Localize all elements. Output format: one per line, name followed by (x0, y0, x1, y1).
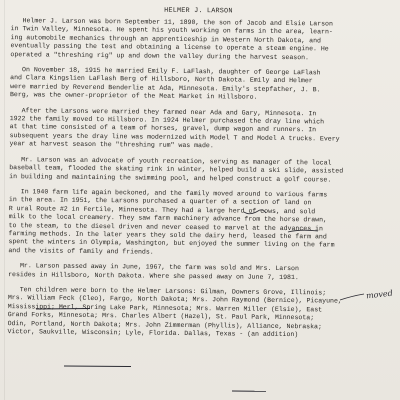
text-line: in Twin Valley, Minnesota. He spent his youth working on farms in the area, learn- (10, 25, 333, 36)
text-line: milk to the local creamery. They saw farm machinery advance from the horse drawn, (8, 213, 327, 224)
text-line: Mississippi; Merl, Spring Lake Park, Minnesota; Mrs. Warren Miller (Elsie), East (7, 302, 323, 314)
text-line: and Clara Kingslien LaFlash Berg of Hillsboro, North Dakota. Emily and Helmer (10, 74, 313, 85)
paragraph-death (8, 262, 383, 283)
document-title: HELMER J. LARSON (164, 6, 233, 16)
text-line: year at harvest season the "threshing rum" was made. (9, 140, 214, 150)
text-line: R ural Route #2 in Fertile, Minnesota. They had a large herd of cows, and sold (8, 204, 316, 216)
text-line: Victor, Saukville, Wisconsin; Lyle, Florida. Dallas, Texas - (an addition) (7, 328, 299, 339)
text-line: subsequent years the dray line was modernized with Model T and Model A trucks. Every (9, 131, 340, 143)
text-line: Mr. Larson was an advocate of youth recreation, serving as manager of the local (9, 155, 332, 167)
text-line: and the visits of family and friends. (8, 246, 154, 256)
text-line: After the Larsons were married they farmed near Ada and Gary, Minnesota. In (9, 106, 317, 117)
text-line: at that time consisted of a team of horses, gravel, dump wagon and runners. In (9, 123, 317, 134)
text-line: in the area. In 1951, the Larsons purchased a quarter of a section of land on (8, 196, 312, 207)
paragraph-early-life (10, 17, 385, 63)
text-line: spent the winters in Olympia, Washington, but enjoyed the summer living on the farm (8, 238, 335, 249)
paragraph-marriage (10, 66, 385, 104)
text-line: Odin, Portland, North Dakota; Mrs. John Zimmerman (Phyllis), Alliance, Nebraska; (7, 319, 322, 330)
paragraph-children (7, 286, 383, 340)
text-line: 1922 the family moved to Hillsboro. In 1924 Helmer purchased the dray line which (9, 115, 325, 126)
text-line: in building and maintaining the swimming pool, and helped construct a golf course. (9, 172, 332, 183)
text-line: Berg, was the owner-proprietor of the Meat Market in Hillsboro. (9, 91, 258, 101)
text-line: ing automobile mechanics through an apprenticeship in Western North Dakota, and (10, 33, 322, 45)
text-line: Ten children were born to the Helmer Larsons: Gilman, Downers Grove, Illinois; (7, 286, 327, 297)
text-line: On November 18, 1915 he married Emily F. LaFlash, daughter of George LaFlash (10, 66, 321, 77)
text-line: Mrs. William Feck (Cleo), Fargo, North Dakota; Mrs. John Raymond (Bernice), Picayune, (7, 294, 342, 305)
text-line: farming methods. In the later years they sold the dairy herd, leased the farm and (8, 230, 327, 241)
text-line: Mr. Larson passed away in June, 1967, the farm was sold and Mrs. Larson (8, 262, 299, 273)
text-line: resides in Hillsboro, North Dakota. Where she passed away on June 7, 1981. (8, 270, 299, 281)
text-line: Grand Forks, Minnesota; Mrs. Charles Albert (Hazel), St. Paul Park, Minnesota; (7, 311, 315, 322)
text-line: were married by Reverend Benderlie at Ada, Minnesota. Emily's stepfather, J. B. (10, 82, 321, 94)
text-line: In 1940 farm life again beckoned, and the family moved around to various farms (8, 188, 328, 199)
paragraph-recreation (9, 156, 384, 185)
text-line: to the steam, to the diesel driven and never ceased to marvel at the advances in (8, 221, 323, 232)
paragraph-dray-line (9, 107, 384, 153)
text-line: operated a "threshing rig" up and down the valley during the harvest season. (10, 50, 310, 61)
handwritten-moved: moved (365, 288, 394, 301)
paragraph-farm-life (8, 188, 384, 259)
text-line: eventually passing the test and obtaining a license to operate a steam engine. He (10, 42, 329, 53)
text-line: Helmer J. Larson was born September 11, 1890, the son of Jacob and Elsie Larson (10, 17, 333, 28)
text-line: baseball team, flooded the skating rink in winter, helped build a ski slide, assisted (9, 164, 344, 175)
